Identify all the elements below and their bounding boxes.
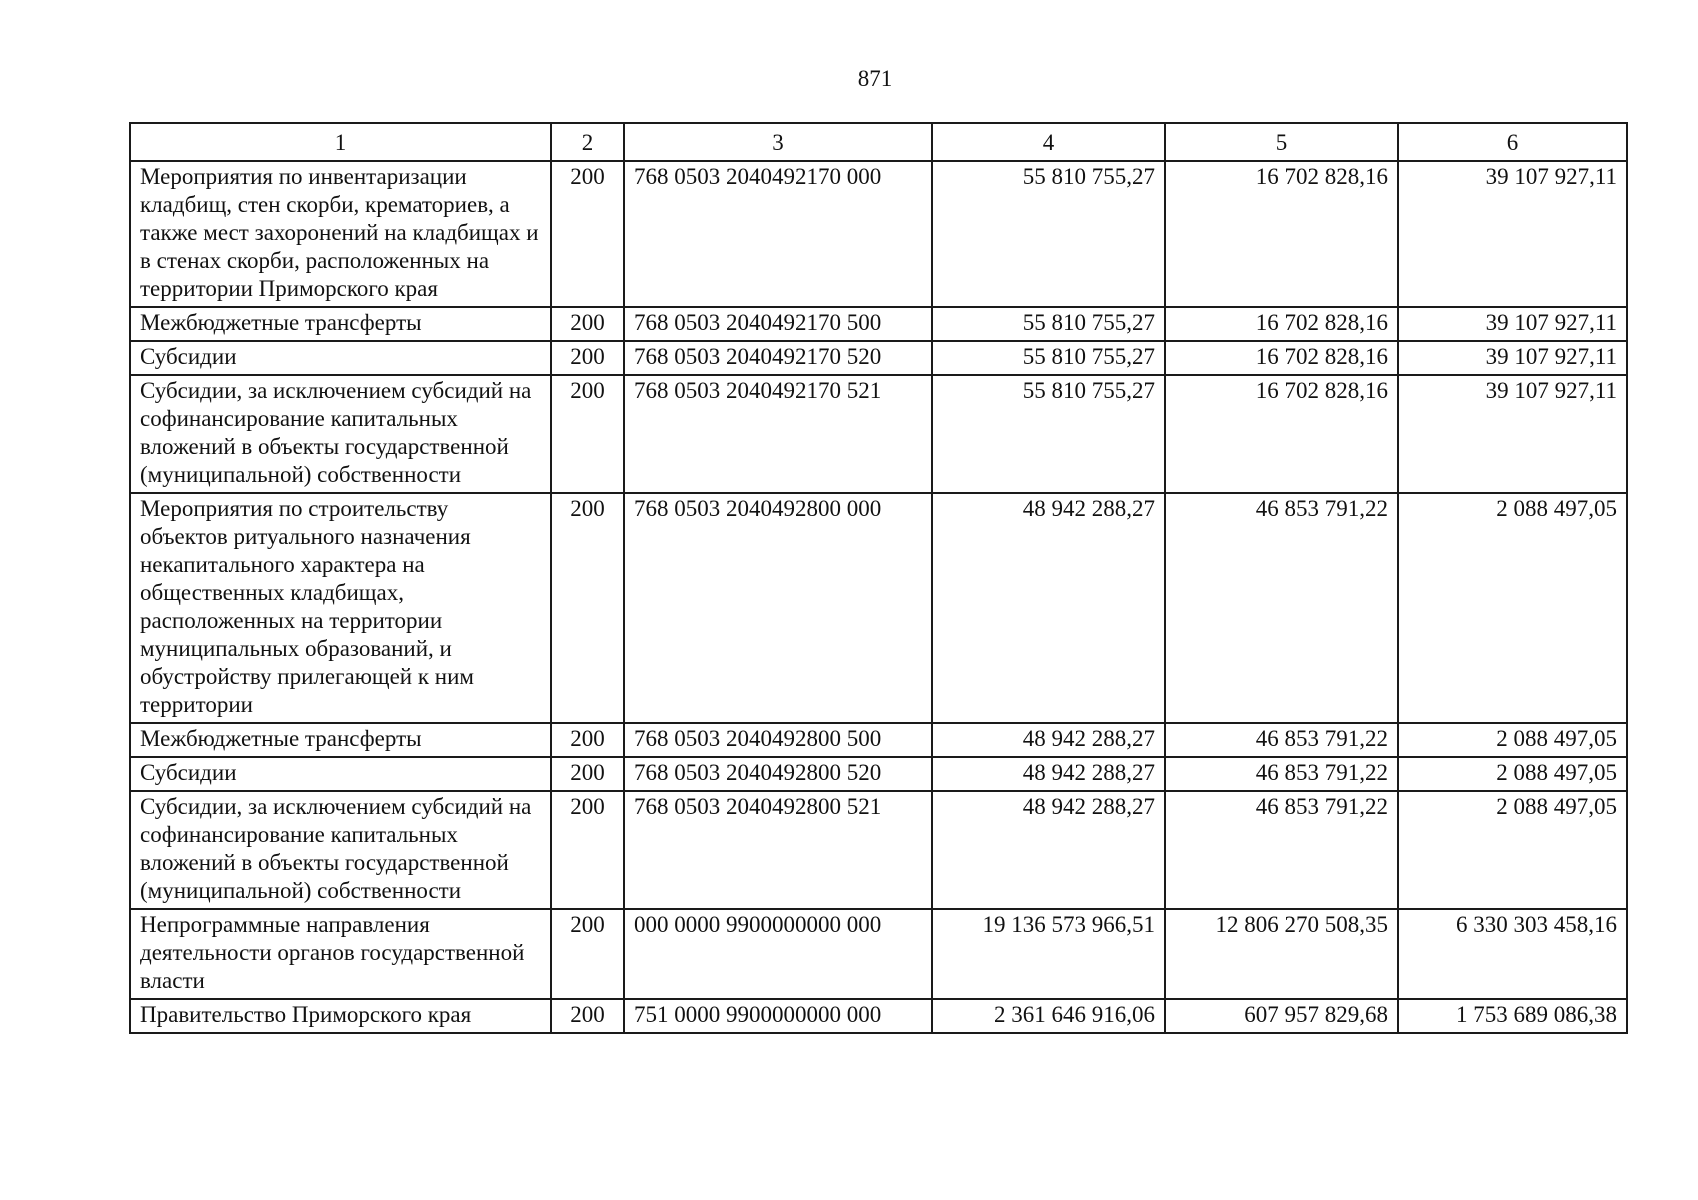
column-header-5: 5 bbox=[1165, 123, 1398, 161]
amount-col4: 55 810 755,27 bbox=[932, 307, 1165, 341]
amount-col4: 48 942 288,27 bbox=[932, 757, 1165, 791]
item-name: Субсидии, за исключением субсидий на софинансирование капитальных вложений в объекты государственной (муниципальной) собственности bbox=[130, 791, 551, 909]
classification-code: 768 0503 2040492170 521 bbox=[624, 375, 932, 493]
table-row bbox=[130, 161, 1627, 307]
amount-col6: 39 107 927,11 bbox=[1398, 161, 1627, 307]
amount-col4: 48 942 288,27 bbox=[932, 723, 1165, 757]
ghost-code: 200 bbox=[551, 999, 624, 1033]
ghost-code: 200 bbox=[551, 791, 624, 909]
page-number: 871 bbox=[857, 66, 893, 91]
amount-col4: 19 136 573 966,51 bbox=[932, 909, 1165, 999]
classification-code: 768 0503 2040492800 000 bbox=[624, 493, 932, 723]
header-row bbox=[130, 123, 1627, 161]
amount-col4: 48 942 288,27 bbox=[932, 493, 1165, 723]
classification-code: 768 0503 2040492800 500 bbox=[624, 723, 932, 757]
amount-col5: 12 806 270 508,35 bbox=[1165, 909, 1398, 999]
ghost-code: 200 bbox=[551, 723, 624, 757]
classification-code: 768 0503 2040492800 521 bbox=[624, 791, 932, 909]
ghost-code: 200 bbox=[551, 161, 624, 307]
ghost-code: 200 bbox=[551, 307, 624, 341]
item-name: Мероприятия по строительству объектов ритуального назначения некапитального характера на общественных кладбищах, расположенных на территории муниципальных образований, и обустройству прилегающей к ним территории bbox=[130, 493, 551, 723]
amount-col6: 1 753 689 086,38 bbox=[1398, 999, 1627, 1033]
classification-code: 768 0503 2040492800 520 bbox=[624, 757, 932, 791]
amount-col5: 46 853 791,22 bbox=[1165, 757, 1398, 791]
budget-table bbox=[129, 122, 1628, 1034]
amount-col5: 16 702 828,16 bbox=[1165, 375, 1398, 493]
column-header-2: 2 bbox=[551, 123, 624, 161]
ghost-code: 200 bbox=[551, 909, 624, 999]
amount-col5: 46 853 791,22 bbox=[1165, 723, 1398, 757]
amount-col6: 6 330 303 458,16 bbox=[1398, 909, 1627, 999]
ghost-code: 200 bbox=[551, 757, 624, 791]
item-name: Непрограммные направления деятельности органов государственной власти bbox=[130, 909, 551, 999]
table-row bbox=[130, 909, 1627, 999]
amount-col6: 2 088 497,05 bbox=[1398, 791, 1627, 909]
ghost-code: 200 bbox=[551, 375, 624, 493]
amount-col6: 39 107 927,11 bbox=[1398, 341, 1627, 375]
table-row bbox=[130, 757, 1627, 791]
classification-code: 768 0503 2040492170 520 bbox=[624, 341, 932, 375]
amount-col6: 2 088 497,05 bbox=[1398, 723, 1627, 757]
amount-col5: 16 702 828,16 bbox=[1165, 307, 1398, 341]
table-row bbox=[130, 999, 1627, 1033]
item-name: Межбюджетные трансферты bbox=[130, 307, 551, 341]
column-header-4: 4 bbox=[932, 123, 1165, 161]
table-row bbox=[130, 375, 1627, 493]
item-name: Субсидии, за исключением субсидий на софинансирование капитальных вложений в объекты государственной (муниципальной) собственности bbox=[130, 375, 551, 493]
table-row bbox=[130, 307, 1627, 341]
amount-col5: 46 853 791,22 bbox=[1165, 493, 1398, 723]
amount-col5: 46 853 791,22 bbox=[1165, 791, 1398, 909]
item-name: Правительство Приморского края bbox=[130, 999, 551, 1033]
table-row bbox=[130, 791, 1627, 909]
ghost-code: 200 bbox=[551, 493, 624, 723]
classification-code: 000 0000 9900000000 000 bbox=[624, 909, 932, 999]
item-name: Субсидии bbox=[130, 341, 551, 375]
amount-col4: 2 361 646 916,06 bbox=[932, 999, 1165, 1033]
amount-col4: 55 810 755,27 bbox=[932, 375, 1165, 493]
amount-col5: 16 702 828,16 bbox=[1165, 161, 1398, 307]
amount-col6: 39 107 927,11 bbox=[1398, 375, 1627, 493]
column-header-6: 6 bbox=[1398, 123, 1627, 161]
classification-code: 768 0503 2040492170 500 bbox=[624, 307, 932, 341]
classification-code: 768 0503 2040492170 000 bbox=[624, 161, 932, 307]
table-row bbox=[130, 493, 1627, 723]
amount-col4: 48 942 288,27 bbox=[932, 791, 1165, 909]
amount-col5: 16 702 828,16 bbox=[1165, 341, 1398, 375]
item-name: Субсидии bbox=[130, 757, 551, 791]
amount-col4: 55 810 755,27 bbox=[932, 161, 1165, 307]
amount-col6: 2 088 497,05 bbox=[1398, 757, 1627, 791]
amount-col6: 39 107 927,11 bbox=[1398, 307, 1627, 341]
item-name: Мероприятия по инвентаризации кладбищ, стен скорби, крематориев, а также мест захоронений на кладбищах и в стенах скорби, расположенных на территории Приморского края bbox=[130, 161, 551, 307]
column-header-1: 1 bbox=[130, 123, 551, 161]
table-row bbox=[130, 341, 1627, 375]
ghost-code: 200 bbox=[551, 341, 624, 375]
item-name: Межбюджетные трансферты bbox=[130, 723, 551, 757]
classification-code: 751 0000 9900000000 000 bbox=[624, 999, 932, 1033]
column-header-3: 3 bbox=[624, 123, 932, 161]
table-row bbox=[130, 723, 1627, 757]
amount-col4: 55 810 755,27 bbox=[932, 341, 1165, 375]
amount-col6: 2 088 497,05 bbox=[1398, 493, 1627, 723]
amount-col5: 607 957 829,68 bbox=[1165, 999, 1398, 1033]
